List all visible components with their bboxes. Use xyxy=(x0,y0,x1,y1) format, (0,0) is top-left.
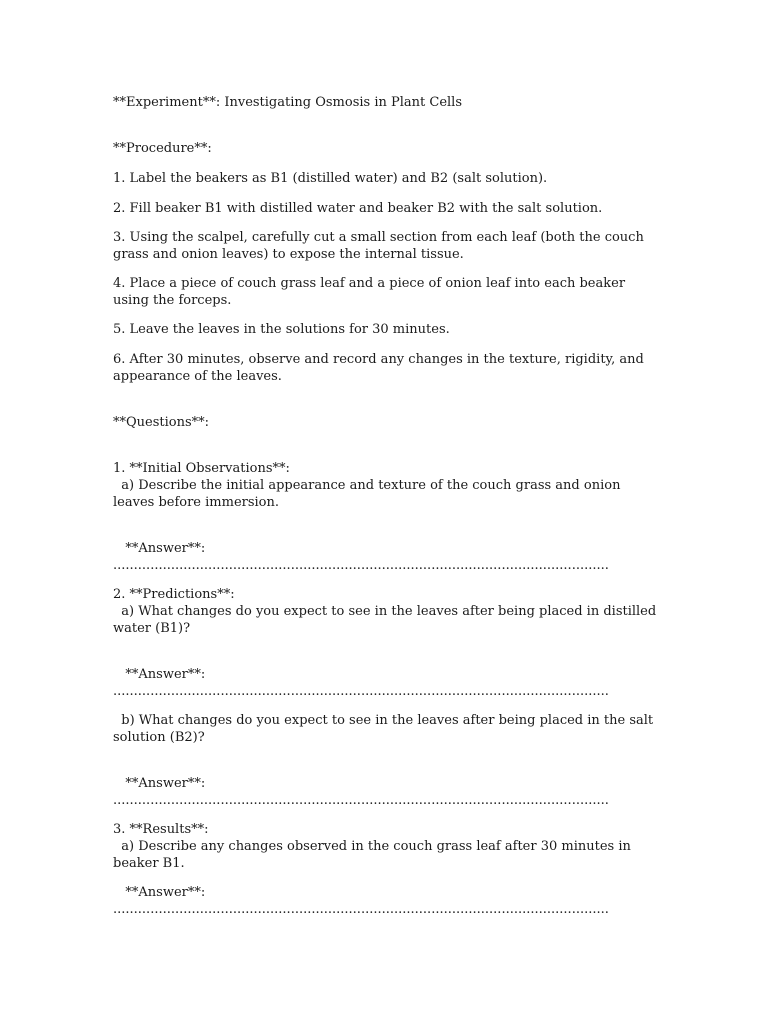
question-1-answer-line[interactable]: **Answer**: ........................................................................................................................ xyxy=(113,541,609,573)
question-1-heading: 1. **Initial Observations**: xyxy=(113,461,290,476)
questions-heading: **Questions**: xyxy=(113,415,210,430)
procedure-heading: **Procedure**: xyxy=(113,141,212,156)
procedure-step-6: 6. After 30 minutes, observe and record any changes in the texture, rigidity, and appearance of the leaves. xyxy=(113,352,649,384)
question-2b-answer-line[interactable]: **Answer**: ........................................................................................................................ xyxy=(113,776,609,808)
question-2-part-a: a) What changes do you expect to see in the leaves after being placed in distilled water (B1)? xyxy=(113,604,661,636)
question-3-answer-line[interactable]: **Answer**: ........................................................................................................................ xyxy=(113,885,609,917)
experiment-title: **Experiment**: Investigating Osmosis in Plant Cells xyxy=(113,95,463,110)
procedure-step-4: 4. Place a piece of couch grass leaf and a piece of onion leaf into each beaker using the forceps. xyxy=(113,276,630,308)
question-2-part-b: b) What changes do you expect to see in the leaves after being placed in the salt solution (B2)? xyxy=(113,713,658,745)
procedure-step-5: 5. Leave the leaves in the solutions for 30 minutes. xyxy=(113,322,450,337)
procedure-step-3: 3. Using the scalpel, carefully cut a small section from each leaf (both the couch grass and onion leaves) to expose the internal tissue. xyxy=(113,230,648,262)
procedure-step-1: 1. Label the beakers as B1 (distilled water) and B2 (salt solution). xyxy=(113,171,548,186)
question-3-part-a: a) Describe any changes observed in the couch grass leaf after 30 minutes in beaker B1. xyxy=(113,839,636,871)
procedure-step-2: 2. Fill beaker B1 with distilled water and beaker B2 with the salt solution. xyxy=(113,201,603,216)
question-2-heading: 2. **Predictions**: xyxy=(113,587,235,602)
question-2a-answer-line[interactable]: **Answer**: ........................................................................................................................ xyxy=(113,667,609,699)
question-1-part-a: a) Describe the initial appearance and texture of the couch grass and onion leaves before immersion. xyxy=(113,478,625,510)
question-3-heading: 3. **Results**: xyxy=(113,822,209,837)
